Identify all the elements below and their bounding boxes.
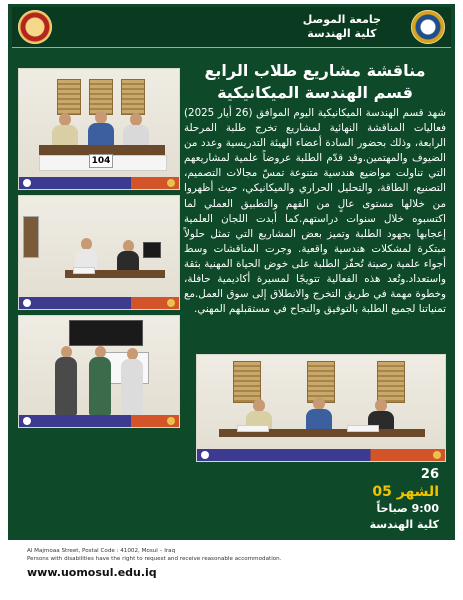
footer-accessibility: Persons with disabilities have the right to request and receive reasonable accommodation. [27,556,282,562]
footer-address: Al Majmoaa Street, Postal Code : 41002, Mosul – Iraq [27,548,176,554]
poster [8,4,455,540]
event-time: 9:00 صباحاً [376,502,439,515]
event-month: الشهر 05 [372,484,439,500]
footer [27,547,282,563]
header-bar [12,7,451,48]
photo-students-desk [18,195,180,310]
photo-committee-wide [196,354,446,462]
event-info [370,466,439,533]
college-name: كلية الهندسة [307,27,377,40]
room-sign: 104 [89,154,113,168]
headline: مناقشة مشاريع طلاب الرابع قسم الهندسة الميكانيكية [204,61,426,102]
event-place: كلية الهندسة [369,518,439,531]
college-logo-icon [18,10,52,44]
photo-committee [18,68,180,190]
website-link[interactable]: www.uomosul.edu.iq [27,566,157,579]
event-day: 26 [420,467,439,482]
article-body: شهد قسم الهندسة الميكانيكية اليوم الموافق (26 أيار 2025) فعاليات المناقشة النهائية لمشاريع تخرج طلبة المرحلة الرابعة، وذلك بحضور السادة أعضاء الهيئة التدريسية وعدد من الضيوف والمهتمين.وقد قدّم الطلبة عروضاً علمية لمشاريعهم التي تناولت مواضيع هندسية متنوعة تمسّ مجالات التصميم، التصنيع، الطاقة، والتحليل الحراري والميكانيكي، حيث أظهروا من خلالها مستوى عالٍ من الفهم والتطبيق العملي لما اكتسبوه خلال سنوات دراستهم.كما أبدت اللجان العلمية إعجابها بجهود الطلبة وتميز بعض المشاريع التي تمثل حلولاً مبتكرة لمشكلات هندسية واقعية. وجرت المناقشات وسط أجواء علمية رصينة تُحفّز الطلبة على خوض الحياة المهنية بثقة واستعداد.وتُعد هذه الفعالية تتويجًا لمسيرة أكاديمية حافلة، وخطوة مهمة في طريق التخرج والانطلاق إلى سوق العمل.مع تمنياتنا لجميع الطلبة بالتوفيق والنجاح في مستقبلهم المهني. [184,107,446,316]
university-name: جامعة الموصل [302,13,381,26]
header-titles [303,13,381,41]
university-logo-icon [411,10,445,44]
photo-students-standing [18,315,180,428]
